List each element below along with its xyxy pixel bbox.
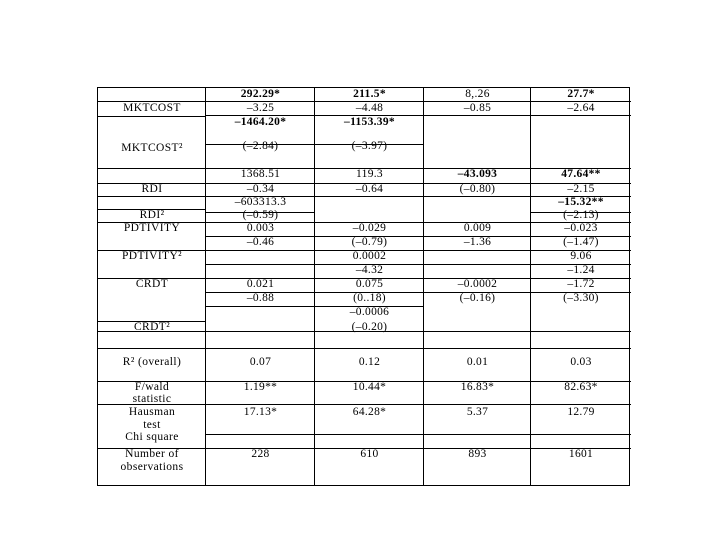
- row-divider: [98, 348, 631, 349]
- table-cell: 292.29*: [240, 88, 281, 100]
- table-cell: 17.13*: [243, 406, 278, 418]
- table-cell: 211.5*: [353, 88, 386, 100]
- table-cell: 0.021: [246, 278, 275, 290]
- table-cell: (–1.47): [563, 236, 599, 248]
- table-cell: 0.07: [249, 356, 272, 368]
- table-cell: 1.19**: [243, 381, 278, 393]
- table-cell: –0.64: [355, 183, 384, 195]
- row-label: Number of: [125, 448, 179, 460]
- table-cell: 0.075: [355, 278, 384, 290]
- table-cell: –3.25: [246, 102, 275, 114]
- row-divider: [206, 434, 631, 435]
- table-cell: (–0.16): [459, 292, 496, 304]
- table-cell: –1.36: [463, 236, 492, 248]
- table-cell: 1601: [568, 448, 594, 460]
- table-cell: –2.64: [567, 102, 595, 114]
- table-cell: 82.63*: [564, 381, 598, 393]
- table-cell: (–0.20): [351, 321, 388, 333]
- table-cell: –0.0002: [457, 278, 498, 290]
- row-label: MKTCOST²: [121, 142, 183, 154]
- regression-results-table: [97, 87, 630, 486]
- table-cell: (–2.13): [563, 209, 599, 221]
- table-cell: 64.28*: [352, 406, 387, 418]
- row-label: test: [143, 419, 161, 431]
- table-cell: –603313.3: [234, 196, 287, 208]
- table-cell: –43.093: [457, 168, 498, 180]
- table-cell: 27.7*: [567, 88, 595, 100]
- table-cell: (–3.97): [351, 140, 388, 152]
- row-label: RDI: [141, 183, 163, 195]
- table-cell: –1464.20*: [234, 116, 287, 128]
- table-cell: 0.009: [463, 222, 492, 234]
- table-cell: –0.029: [352, 222, 387, 234]
- table-cell: 10.44*: [352, 381, 387, 393]
- table-cell: (0..18): [353, 292, 386, 304]
- table-cell: –0.46: [246, 236, 275, 248]
- table-cell: 119.3: [356, 168, 383, 180]
- table-cell: 5.37: [466, 406, 489, 418]
- row-label: statistic: [132, 393, 172, 405]
- row-divider: [98, 116, 206, 117]
- row-label: CRDT²: [133, 321, 171, 333]
- table-cell: –1153.39*: [344, 116, 395, 128]
- table-cell: –4.32: [355, 264, 384, 276]
- table-cell: 0.0002: [352, 250, 387, 262]
- table-cell: 8,.26: [465, 88, 490, 100]
- table-cell: (–2.84): [242, 140, 279, 152]
- row-label: CRDT: [135, 278, 169, 290]
- row-label: R² (overall): [122, 356, 182, 368]
- table-cell: –4.48: [355, 102, 384, 114]
- table-cell: (–3.30): [563, 292, 599, 304]
- table-cell: 0.12: [358, 356, 381, 368]
- table-cell: –0.0006: [349, 306, 390, 318]
- row-label: MKTCOST: [123, 102, 181, 114]
- row-label: F/wald: [134, 381, 170, 393]
- table-cell: 12.79: [567, 406, 595, 418]
- table-cell: 0.01: [466, 356, 489, 368]
- table-cell: –0.88: [246, 292, 275, 304]
- table-cell: 1368.51: [240, 168, 281, 180]
- table-cell: (–0.59): [242, 209, 279, 221]
- table-cell: –15.32**: [558, 196, 604, 208]
- row-label: Chi square: [125, 431, 179, 443]
- row-label: RDI²: [139, 209, 165, 221]
- table-cell: 16.83*: [460, 381, 495, 393]
- table-cell: (–0.80): [459, 183, 496, 195]
- table-cell: 228: [251, 448, 270, 460]
- table-cell: 610: [360, 448, 379, 460]
- table-cell: –1.24: [567, 264, 595, 276]
- table-cell: (–0.79): [351, 236, 388, 248]
- table-cell: –1.72: [567, 278, 595, 290]
- table-cell: 0.03: [570, 356, 592, 368]
- table-cell: 0.003: [246, 222, 275, 234]
- table-cell: –2.15: [567, 183, 595, 195]
- row-label: Hausman: [128, 406, 176, 418]
- table-cell: 893: [468, 448, 487, 460]
- table-cell: –0.023: [564, 222, 598, 234]
- table-cell: –0.85: [463, 102, 492, 114]
- row-label: PDTIVITY²: [121, 250, 183, 262]
- row-label: PDTIVITY: [123, 222, 181, 234]
- table-cell: 47.64**: [561, 168, 601, 180]
- table-cell: 9.06: [570, 250, 592, 262]
- row-label: observations: [120, 461, 184, 473]
- table-cell: –0.34: [246, 183, 275, 195]
